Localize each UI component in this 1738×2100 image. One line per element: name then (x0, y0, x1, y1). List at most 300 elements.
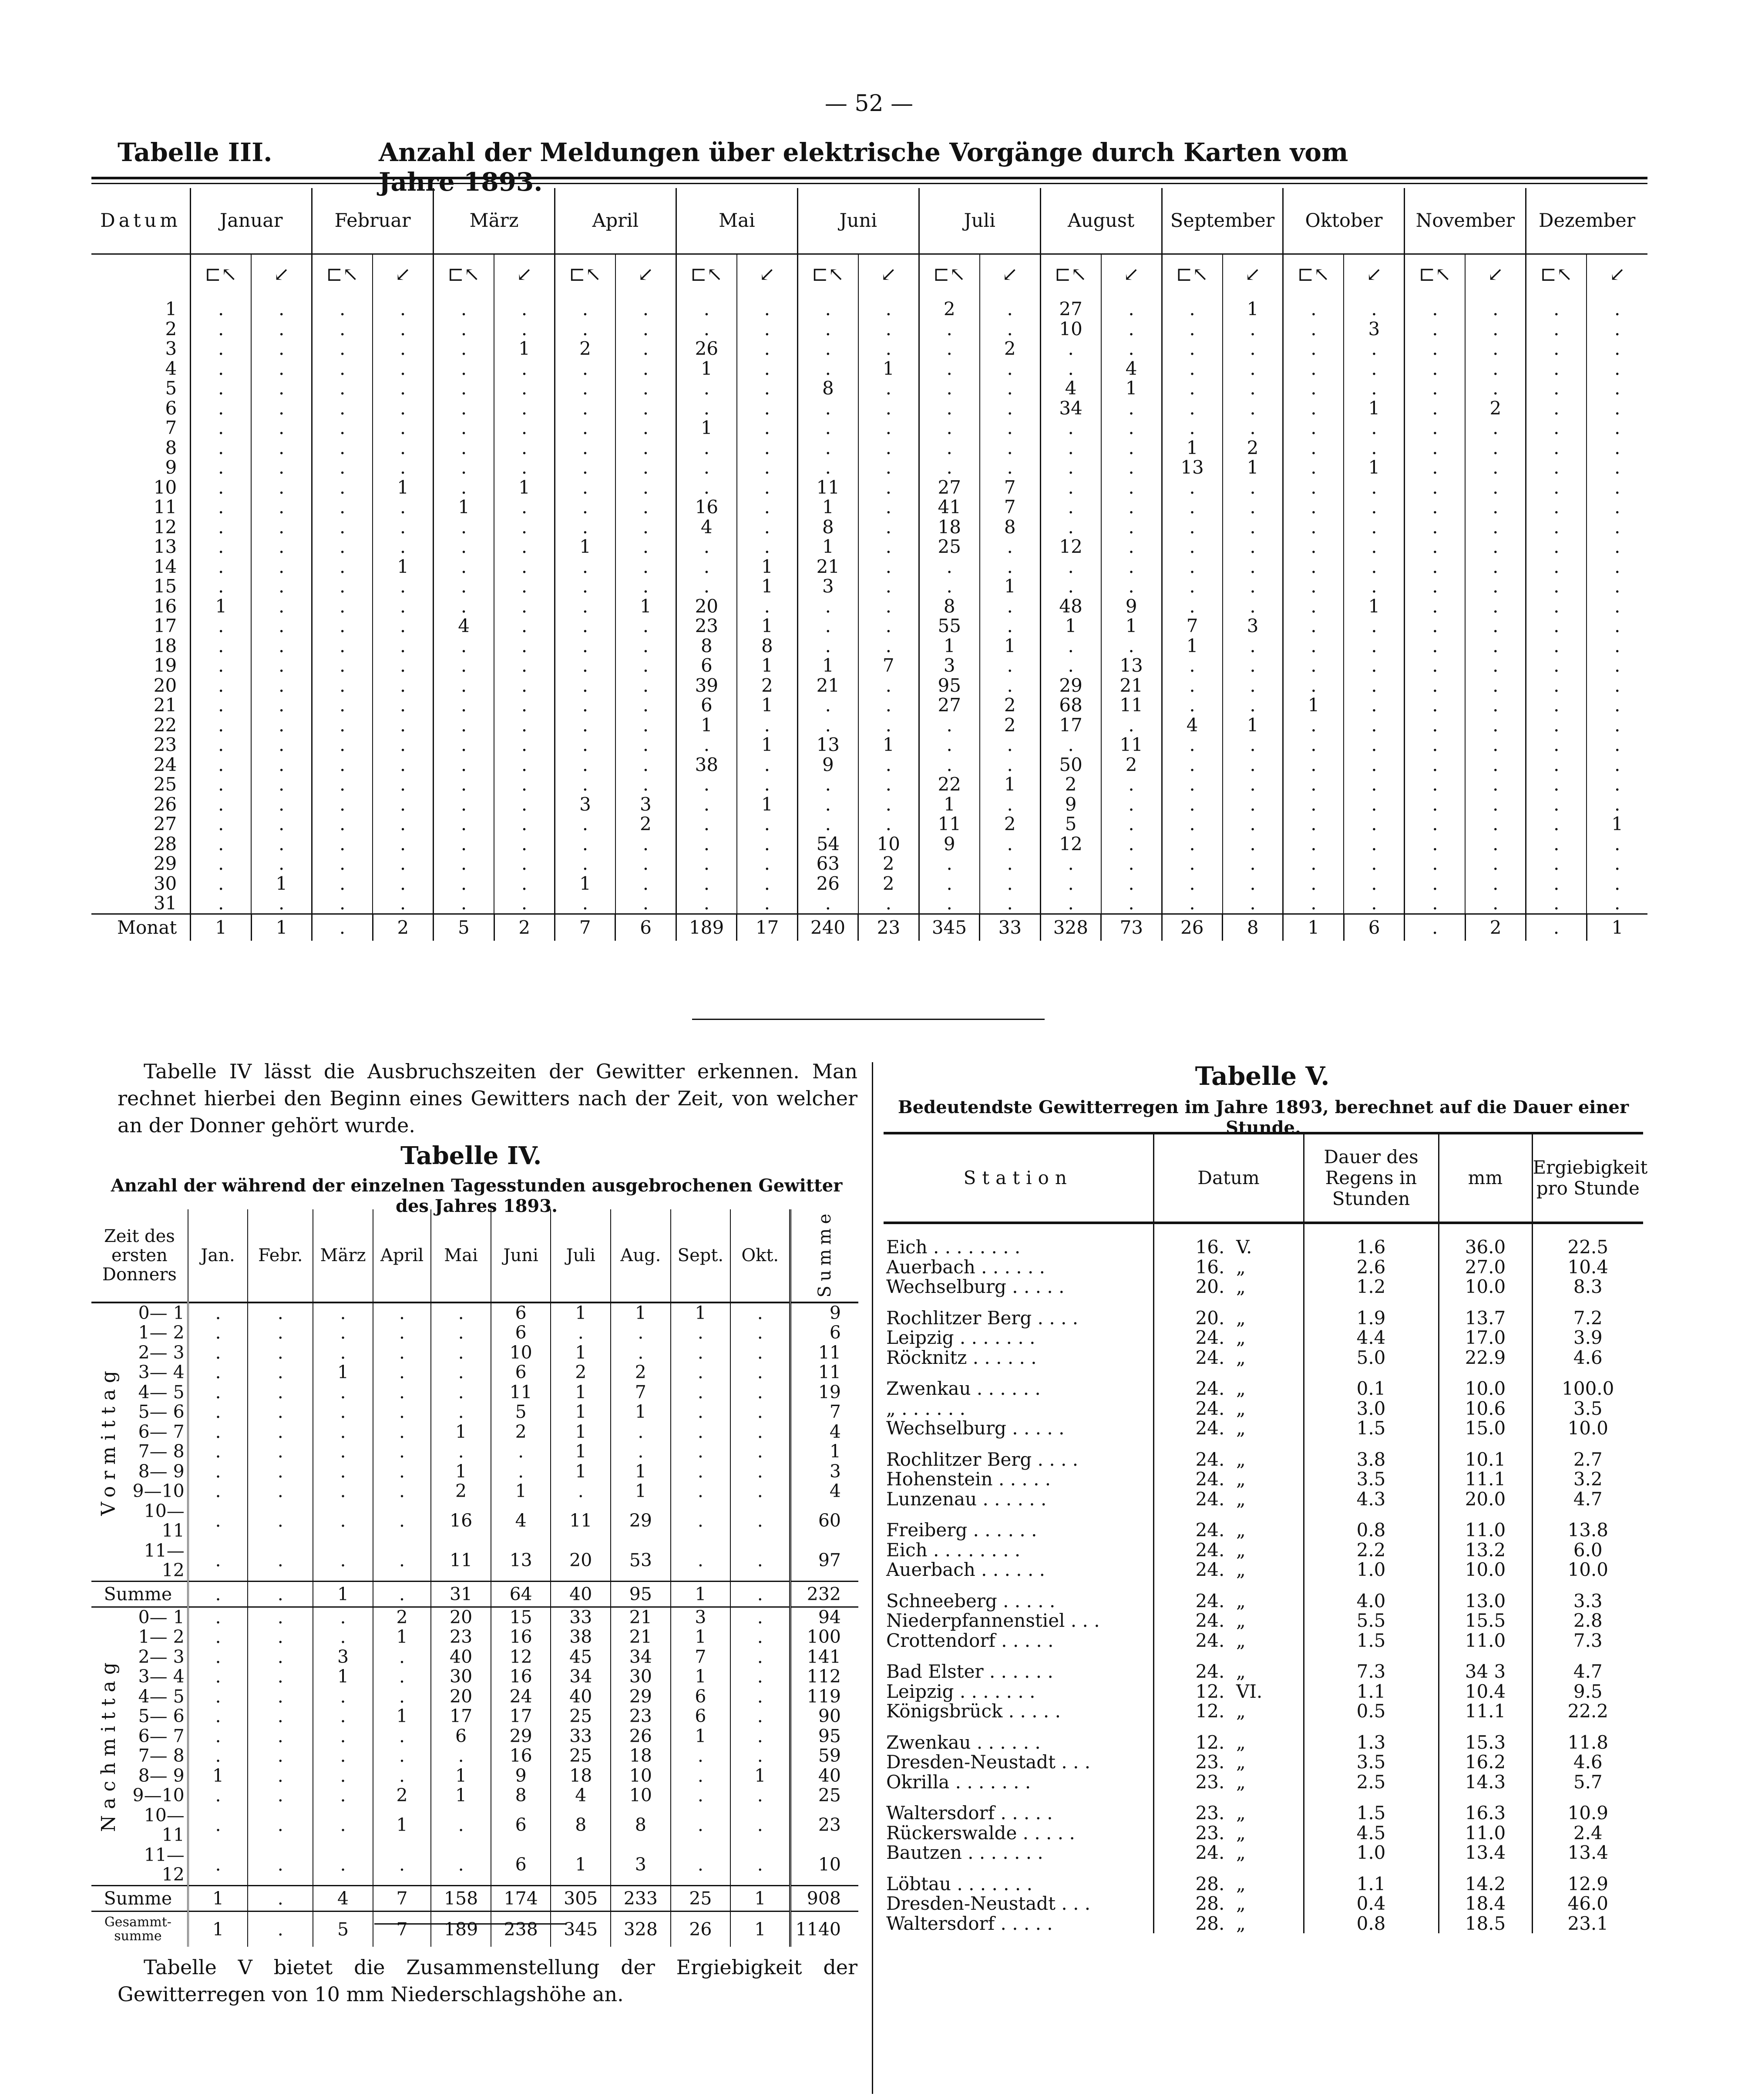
hour-range: 4— 5 (126, 1383, 188, 1403)
table-cell: . (1526, 398, 1587, 418)
table-cell: 3 (615, 794, 676, 814)
table-cell: 40 (431, 1647, 491, 1667)
table-cell: . (191, 378, 251, 398)
table-cell: 8 (797, 378, 858, 398)
table-cell: 1 (431, 1422, 491, 1442)
table-cell: . (737, 834, 797, 854)
table-row (884, 1772, 1643, 1792)
monat-cell: 23 (858, 914, 919, 941)
table-cell: . (1162, 774, 1222, 794)
table-cell: 16 (491, 1627, 551, 1647)
table-cell: 1 (611, 1302, 671, 1323)
table-cell: . (251, 596, 312, 616)
table-cell: 95 (790, 1726, 858, 1747)
table-cell: . (494, 576, 555, 596)
dauer-cell: 1.0 (1304, 1843, 1439, 1863)
table-cell: . (1344, 537, 1404, 557)
table-cell: . (312, 596, 373, 616)
table-cell: . (1587, 557, 1647, 577)
table-cell: . (919, 576, 979, 596)
table-cell: . (1587, 874, 1647, 894)
table-cell: . (1465, 794, 1526, 814)
month-header: Dezember (1526, 188, 1647, 254)
table-cell: . (1587, 378, 1647, 398)
table-cell: . (1101, 458, 1162, 478)
table-cell: . (373, 497, 433, 517)
ergiebigkeit-cell: 4.7 (1532, 1489, 1643, 1509)
table-cell: . (1587, 359, 1647, 379)
table-cell: . (1223, 339, 1283, 359)
ergiebigkeit-cell: 10.9 (1532, 1803, 1643, 1823)
table-cell: 1 (615, 596, 676, 616)
table-cell: . (1465, 814, 1526, 834)
table-cell: . (312, 458, 373, 478)
table-cell: 8 (797, 517, 858, 537)
table-cell: . (555, 517, 615, 537)
table-cell: . (1405, 398, 1465, 418)
gap-cell (1439, 1863, 1532, 1874)
table-cell: . (431, 1383, 491, 1403)
table-row (91, 715, 1647, 735)
table-cell: 1 (313, 1667, 373, 1687)
table-cell: 1 (188, 1885, 248, 1911)
table-cell: . (1101, 774, 1162, 794)
table-cell: . (1344, 378, 1404, 398)
table-cell: 38 (676, 755, 736, 775)
gap-cell (884, 1863, 1153, 1874)
month-header: September (1162, 188, 1283, 254)
ergiebigkeit-cell: 7.3 (1532, 1631, 1643, 1651)
table-cell: . (1405, 438, 1465, 458)
gesamt-sum-row (91, 1911, 858, 1947)
table-cell: . (1101, 438, 1162, 458)
table-cell: . (615, 458, 676, 478)
table-cell: 1 (494, 478, 555, 498)
table-cell: . (313, 1343, 373, 1363)
table-cell: . (671, 1422, 731, 1442)
table-cell: . (251, 695, 312, 715)
table-cell: . (1223, 596, 1283, 616)
table-cell: . (191, 319, 251, 339)
table-cell: . (494, 537, 555, 557)
month-header: März (434, 188, 555, 254)
table-cell: . (730, 1501, 790, 1541)
table-cell: . (980, 294, 1040, 319)
table-cell: . (797, 814, 858, 834)
sym-a-icon: ⊏↖ (1526, 254, 1587, 294)
table-cell: . (615, 294, 676, 319)
table-cell: 13 (1101, 656, 1162, 676)
table-cell: 39 (676, 676, 736, 696)
monat-cell: 1 (1587, 914, 1647, 941)
table-cell: 25 (551, 1706, 611, 1726)
table-cell: 6 (491, 1363, 551, 1383)
table-cell: . (434, 294, 494, 319)
table-cell: . (858, 319, 919, 339)
sym-b-icon: ↙ (1465, 254, 1526, 294)
month-header: April (373, 1209, 431, 1302)
table-cell: . (1040, 854, 1101, 874)
table-cell: . (1040, 458, 1101, 478)
table-cell: . (1587, 715, 1647, 735)
station-name: „ . . . . . . (886, 1397, 965, 1419)
dauer-cell: 5.0 (1304, 1348, 1439, 1368)
table-cell: 11 (919, 814, 979, 834)
table-cell: 1 (730, 1911, 790, 1947)
table-cell: . (980, 596, 1040, 616)
table-cell: . (1162, 854, 1222, 874)
ergiebigkeit-cell: 3.3 (1532, 1591, 1643, 1611)
station-name: Lunzenau . . . . . . (886, 1488, 1047, 1510)
day-number: 19 (153, 655, 177, 676)
table-cell: . (858, 557, 919, 577)
table-cell: . (373, 814, 433, 834)
table-cell: . (1223, 735, 1283, 755)
table-cell: . (1344, 294, 1404, 319)
table-cell: . (1283, 294, 1344, 319)
table-cell: . (1283, 874, 1344, 894)
table-cell: . (1465, 874, 1526, 894)
table-cell: . (737, 497, 797, 517)
table-cell: 1 (980, 576, 1040, 596)
table-cell: . (1223, 497, 1283, 517)
gap-cell (1439, 1792, 1532, 1803)
table-cell: . (1223, 676, 1283, 696)
table-cell: . (1040, 557, 1101, 577)
table-cell: . (373, 418, 433, 438)
table-cell: . (980, 557, 1040, 577)
dauer-cell: 4.3 (1304, 1489, 1439, 1509)
table-cell: . (248, 1885, 313, 1911)
table-cell: . (980, 438, 1040, 458)
table-cell: 8 (551, 1806, 611, 1845)
table-cell: . (1405, 834, 1465, 854)
table-cell: . (188, 1343, 248, 1363)
table-cell: . (797, 458, 858, 478)
table-cell: . (1162, 755, 1222, 775)
table-cell: 38 (551, 1627, 611, 1647)
table-cell: . (434, 557, 494, 577)
table-cell: . (676, 319, 736, 339)
table-cell: . (1162, 596, 1222, 616)
table-cell: . (1526, 636, 1587, 656)
table-cell: . (373, 339, 433, 359)
table-cell: . (555, 715, 615, 735)
table-cell: 1 (434, 497, 494, 517)
table-cell: . (858, 774, 919, 794)
table-row (884, 1631, 1643, 1651)
sym-a-icon: ⊏↖ (434, 254, 494, 294)
table-cell: 7 (611, 1383, 671, 1403)
gap-cell (1532, 1650, 1643, 1662)
station-name: Zwenkau . . . . . . (886, 1378, 1041, 1399)
table-row (91, 676, 1647, 696)
table-cell: . (858, 755, 919, 775)
table-cell: . (248, 1766, 313, 1786)
table-row (91, 359, 1647, 379)
table-cell: . (494, 378, 555, 398)
table-cell: . (312, 874, 373, 894)
table-cell: . (555, 319, 615, 339)
table-cell: . (555, 755, 615, 775)
table-cell: . (312, 814, 373, 834)
table-row (91, 294, 1647, 319)
day-number: 10 (153, 476, 177, 498)
table-cell: . (373, 1845, 431, 1886)
table-cell: . (797, 616, 858, 636)
table-cell: . (1405, 537, 1465, 557)
table-cell: . (431, 1302, 491, 1323)
day-number: 2 (165, 318, 177, 340)
table-cell: 1 (730, 1885, 790, 1911)
table-cell: . (313, 1786, 373, 1806)
group-gap (884, 1863, 1643, 1874)
table-cell: 1 (1101, 616, 1162, 636)
table-cell: . (615, 418, 676, 438)
table-cell: . (191, 557, 251, 577)
table-cell: . (1526, 794, 1587, 814)
mm-cell: 17.0 (1439, 1328, 1532, 1348)
ergiebigkeit-cell: 4.7 (1532, 1662, 1643, 1682)
table-cell: . (191, 755, 251, 775)
mm-cell: 13.7 (1439, 1308, 1532, 1328)
table-cell: . (434, 893, 494, 914)
table-cell: . (730, 1647, 790, 1667)
table-cell: . (191, 438, 251, 458)
table-row (91, 656, 1647, 676)
table-cell: . (1587, 478, 1647, 498)
station-name: Rochlitzer Berg . . . . (886, 1448, 1079, 1470)
station-name: Crottendorf . . . . . (886, 1629, 1054, 1651)
table-cell: . (858, 715, 919, 735)
table-cell: . (737, 319, 797, 339)
table-cell: . (1526, 517, 1587, 537)
table-row (91, 458, 1647, 478)
table-cell: . (312, 438, 373, 458)
table-cell: . (434, 774, 494, 794)
table-cell: . (373, 517, 433, 537)
table-cell: . (858, 378, 919, 398)
table-cell: . (373, 695, 433, 715)
table-cell: . (615, 656, 676, 676)
table-cell: . (312, 854, 373, 874)
hour-range: 2— 3 (126, 1343, 188, 1363)
sym-a-icon: ⊏↖ (1405, 254, 1465, 294)
table-cell: . (248, 1607, 313, 1627)
table-cell: 19 (790, 1383, 858, 1403)
gap-cell (1439, 1367, 1532, 1379)
table-cell: 6 (431, 1726, 491, 1747)
table-cell: . (1405, 339, 1465, 359)
table-cell: . (615, 398, 676, 418)
table-cell: 1 (251, 874, 312, 894)
table-cell: . (1344, 814, 1404, 834)
table-cell: 1 (551, 1462, 611, 1482)
table-cell: . (1344, 576, 1404, 596)
table-cell: . (1526, 676, 1587, 696)
table-cell: 3 (313, 1647, 373, 1667)
table-row (91, 537, 1647, 557)
table-cell: . (676, 794, 736, 814)
table-row (91, 814, 1647, 834)
table-cell: . (1283, 458, 1344, 478)
table-cell: 1 (919, 636, 979, 656)
table-cell: 97 (790, 1541, 858, 1582)
table-cell: . (248, 1647, 313, 1667)
group-gap (884, 1792, 1643, 1803)
table-cell: . (555, 458, 615, 478)
monat-cell: 6 (1344, 914, 1404, 941)
vormittag-sum-row (91, 1581, 858, 1607)
table-cell: . (434, 517, 494, 537)
table-cell: . (251, 497, 312, 517)
table-cell: . (980, 418, 1040, 438)
table-cell: . (1223, 874, 1283, 894)
table-cell: . (431, 1363, 491, 1383)
table-cell: . (251, 715, 312, 735)
station-name: Röcknitz . . . . . . (886, 1346, 1037, 1368)
table-cell: . (671, 1343, 731, 1363)
table-cell: . (494, 755, 555, 775)
hour-range: 6— 7 (126, 1726, 188, 1747)
day-number: 16 (153, 595, 177, 617)
table-cell: 4 (491, 1501, 551, 1541)
table-cell: . (1162, 656, 1222, 676)
table-cell: 3 (919, 656, 979, 676)
table-cell: . (1223, 636, 1283, 656)
table-cell: 10 (611, 1766, 671, 1786)
table-cell: . (313, 1383, 373, 1403)
table-cell: . (248, 1302, 313, 1323)
table-cell: . (1526, 854, 1587, 874)
table-cell: . (1223, 378, 1283, 398)
table-cell: . (248, 1541, 313, 1582)
vormittag-sum-row-label: Summe (91, 1581, 188, 1607)
table-cell: . (191, 854, 251, 874)
table-cell: . (1405, 854, 1465, 874)
table-cell: 48 (1040, 596, 1101, 616)
hour-range: 11—12 (126, 1541, 188, 1582)
table-cell: . (1405, 755, 1465, 775)
hour-range: 9—10 (126, 1481, 188, 1501)
table-row (91, 1481, 858, 1501)
table-cell: 12 (491, 1647, 551, 1667)
table-cell: . (1465, 596, 1526, 616)
table-cell: . (676, 874, 736, 894)
day-number: 25 (153, 774, 177, 795)
table-cell: . (1344, 517, 1404, 537)
mm-cell: 10.0 (1439, 1379, 1532, 1399)
table-cell: . (312, 656, 373, 676)
table-cell: . (730, 1746, 790, 1766)
table-cell: . (1101, 418, 1162, 438)
table-cell: . (980, 319, 1040, 339)
datum-cell: 28. „ (1153, 1874, 1304, 1894)
table-cell: . (1101, 557, 1162, 577)
table-cell: . (1587, 735, 1647, 755)
ergiebigkeit-cell: 46.0 (1532, 1894, 1643, 1914)
table-cell: . (1405, 576, 1465, 596)
table-cell: . (251, 834, 312, 854)
table-cell: 13 (1162, 458, 1222, 478)
table-cell: . (737, 874, 797, 894)
table-cell: 23 (790, 1806, 858, 1845)
table-cell: . (1101, 893, 1162, 914)
month-header: Jan. (188, 1209, 248, 1302)
table-cell: . (312, 378, 373, 398)
table-cell: . (188, 1302, 248, 1323)
table-row (91, 735, 1647, 755)
table-cell: 20 (551, 1541, 611, 1582)
monat-cell: 26 (1162, 914, 1222, 941)
table-cell: . (1526, 319, 1587, 339)
table-cell: . (555, 576, 615, 596)
table-cell: 16 (431, 1501, 491, 1541)
datum-cell: 20. „ (1153, 1277, 1304, 1297)
table-cell: 6 (491, 1845, 551, 1886)
table-cell: . (1465, 557, 1526, 577)
sym-b-icon: ↙ (251, 254, 312, 294)
table-cell: . (615, 359, 676, 379)
gap-cell (1304, 1509, 1439, 1520)
table-cell: . (1465, 774, 1526, 794)
table-cell: . (1465, 537, 1526, 557)
table-cell: 50 (1040, 755, 1101, 775)
table-cell: 29 (491, 1726, 551, 1747)
monat-cell: 73 (1101, 914, 1162, 941)
table-cell: . (671, 1402, 731, 1422)
table-cell: . (730, 1786, 790, 1806)
table-cell: . (188, 1323, 248, 1343)
table-cell: . (980, 537, 1040, 557)
table-cell: . (797, 418, 858, 438)
table-cell: . (373, 458, 433, 478)
table-cell: . (1223, 834, 1283, 854)
table-cell: 8 (611, 1806, 671, 1845)
table-cell: . (730, 1383, 790, 1403)
table-cell: . (615, 616, 676, 636)
dauer-cell: 2.6 (1304, 1257, 1439, 1277)
table-cell: . (373, 774, 433, 794)
group-gap (884, 1297, 1643, 1308)
table-cell: . (248, 1786, 313, 1806)
month-header: August (1040, 188, 1162, 254)
table-cell: . (191, 715, 251, 735)
table-cell: . (1162, 557, 1222, 577)
table-cell: . (373, 1726, 431, 1747)
table-cell: 17 (1040, 715, 1101, 735)
table-cell: 3 (790, 1462, 858, 1482)
table-cell: . (373, 1323, 431, 1343)
table-cell: . (248, 1323, 313, 1343)
table-cell: . (191, 834, 251, 854)
dauer-cell: 4.0 (1304, 1591, 1439, 1611)
table-row (91, 1442, 858, 1462)
datum-cell: 24. „ (1153, 1348, 1304, 1368)
table-cell: 11 (797, 478, 858, 498)
table-cell: 1 (1283, 695, 1344, 715)
monat-cell: . (312, 914, 373, 941)
mm-cell: 22.9 (1439, 1348, 1532, 1368)
mm-cell: 11.1 (1439, 1469, 1532, 1489)
table-cell: . (1040, 339, 1101, 359)
day-number: 18 (153, 635, 177, 656)
table-cell: . (1587, 596, 1647, 616)
table-cell: . (1162, 319, 1222, 339)
table-cell: . (919, 735, 979, 755)
station-name: Dresden-Neustadt . . . (886, 1893, 1091, 1914)
table-cell: . (1526, 893, 1587, 914)
